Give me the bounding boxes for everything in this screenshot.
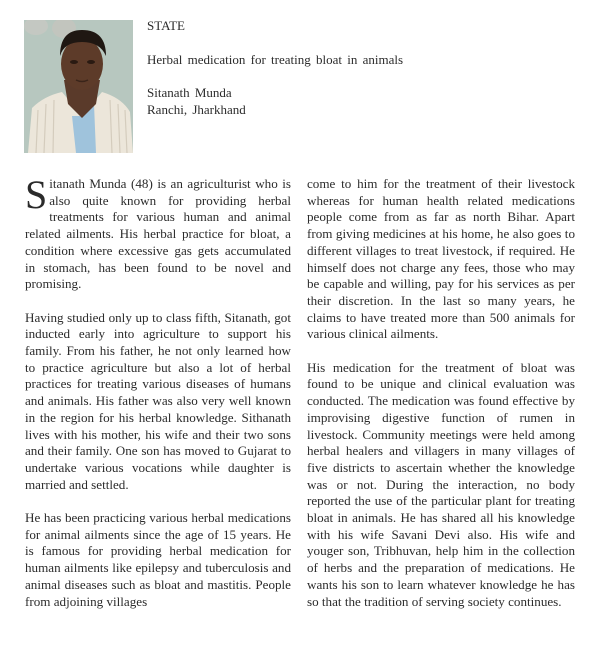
article-paragraph: His medication for the treatment of bloat was found to be unique and clinical evaluation was conducted. The medication was found effective by improvising digestive function of rumen in livestock. Community meetings were held among herbal healers and villagers in many villages of five districts to ascertain whether the knowledge was or not. During the interaction, no body reported the use of the particular plant for treating bloat in animals. He has shared all his knowledge with his wife Savani Devi also. His wife and youger son, Tribhuvan, help him in the collection of herbs and the preparation of medications. He wants his son to learn whatever knowledge he has so that the tradition of serving society continues. — [307, 359, 575, 609]
portrait-image — [24, 20, 133, 153]
paragraph-text: itanath Munda (48) is an agriculturist who is also quite known for providing herbal treatments for various human and animal related ailments. His herbal practice for bloat, a condition where excessive gas gets accumulated in stomach, has been found to be novel and promising. — [25, 176, 291, 292]
article-column-left — [25, 172, 291, 627]
article-paragraph — [25, 172, 291, 293]
person-location: Ranchi, Jharkhand — [147, 101, 246, 117]
article-paragraph: He has been practicing various herbal medications for animal ailments since the age of 15 years. He is famous for providing herbal medication for human ailments like epilepsy and tuberculosis and animal diseases such as bloat and mastitis. People from adjoining villages — [25, 510, 291, 609]
article-paragraph: Having studied only up to class fifth, Sitanath, got inducted early into agriculture to support his family. From his father, he not only learned how to practice agriculture but also a lot of herbal practices for treating various diseases of humans and animals. His father was also very well known in the region for his herbal knowledge. Sithanath lives with his mother, his wife and their two sons and their family. One son has moved to Gujarat to undertake various vocations while daughter is married and settled. — [25, 309, 291, 492]
section-label: STATE — [147, 18, 185, 33]
portrait-photo — [24, 20, 133, 153]
person-name: Sitanath Munda — [147, 85, 232, 100]
article-column-right — [307, 176, 575, 627]
article-title: Herbal medication for treating bloat in animals — [147, 51, 404, 67]
article-paragraph: come to him for the treatment of their livestock whereas for human health related medications people come from as far as north Bihar. Apart from giving medicines at his home, he also goes to different villages to treat livestock, if required. He himself does not charge any fees, those who may be capable and willing, pay for his services as per their discretion. In the last so many years, he claims to have treated more than 500 animals for various clinical ailments. — [307, 176, 575, 342]
drop-cap: S — [25, 172, 48, 217]
article-header — [147, 18, 403, 118]
